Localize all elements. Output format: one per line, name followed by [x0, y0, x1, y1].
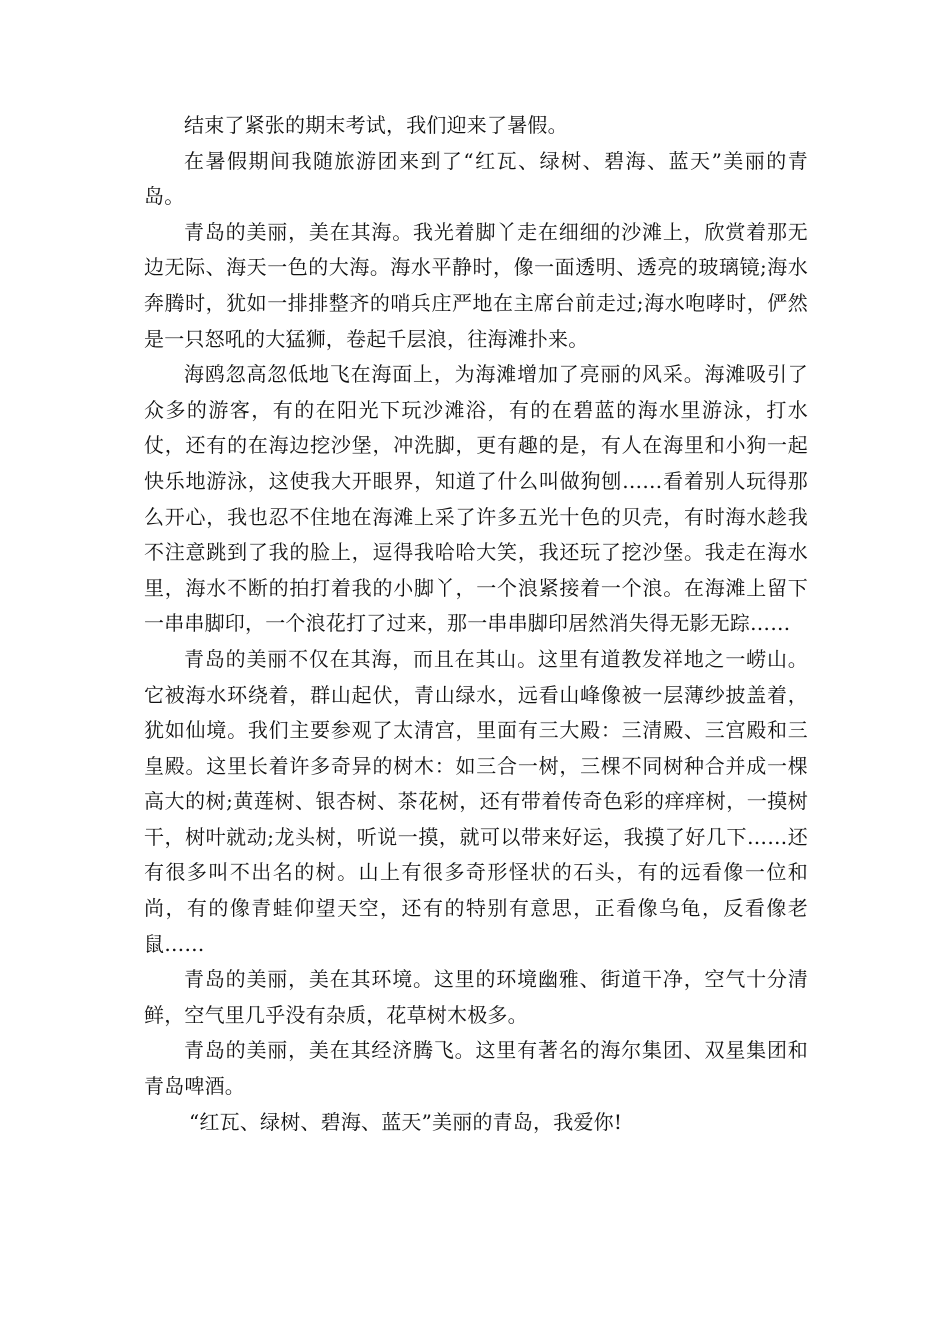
paragraph-4: 海鸥忽高忽低地飞在海面上，为海滩增加了亮丽的风采。海滩吸引了众多的游客，有的在阳光下玩沙滩浴，有的在碧蓝的海水里游泳，打水仗，还有的在海边挖沙堡，冲洗脚，更有趣的是，有人在海里和小狗一起快乐地游泳，这使我大开眼界，知道了什么叫做狗刨……看着别人玩得那么开心，我也忍不住地在海滩上采了许多五光十色的贝壳，有时海水趁我不注意跳到了我的脸上，逗得我哈哈大笑，我还玩了挖沙堡。我走在海水里，海水不断的拍打着我的小脚丫，一个浪紧接着一个浪。在海滩上留下一串串脚印，一个浪花打了过来，那一串串脚印居然消失得无影无踪……: [144, 362, 808, 636]
paragraph-6: 青岛的美丽，美在其环境。这里的环境幽雅、街道干净，空气十分清鲜，空气里几乎没有杂质，花草树木极多。: [144, 967, 808, 1027]
paragraph-2: 在暑假期间我随旅游团来到了“红瓦、绿树、碧海、蓝天”美丽的青岛。: [144, 148, 808, 209]
paragraph-7: 青岛的美丽，美在其经济腾飞。这里有著名的海尔集团、双星集团和青岛啤酒。: [144, 1038, 808, 1099]
paragraph-1: 结束了紧张的期末考试，我们迎来了暑假。: [184, 113, 568, 137]
paragraph-5: 青岛的美丽不仅在其海，而且在其山。这里有道教发祥地之一崂山。它被海水环绕着，群山起伏，青山绿水，远看山峰像被一层薄纱披盖着，犹如仙境。我们主要参观了太清宫，里面有三大殿：三清殿、三宫殿和三皇殿。这里长着许多奇异的树木：如三合一树，三棵不同树种合并成一棵高大的树;黄莲树、银杏树、茶花树，还有带着传奇色彩的痒痒树，一摸树干，树叶就动;龙头树，听说一摸，就可以带来好运，我摸了好几下……还有很多叫不出名的树。山上有很多奇形怪状的石头，有的远看像一位和尚，有的像青蛙仰望天空，还有的特别有意思，正看像乌龟，反看像老鼠……: [144, 646, 808, 956]
paragraph-3: 青岛的美丽，美在其海。我光着脚丫走在细细的沙滩上，欣赏着那无边无际、海天一色的大海。海水平静时，像一面透明、透亮的玻璃镜;海水奔腾时，犹如一排排整齐的哨兵庄严地在主席台前走过;海水咆哮时，俨然是一只怒吼的大猛狮，卷起千层浪，往海滩扑来。: [144, 219, 808, 351]
paragraph-8: “红瓦、绿树、碧海、蓝天”美丽的青岛，我爱你!: [189, 1109, 623, 1134]
essay-body: [144, 108, 808, 1140]
